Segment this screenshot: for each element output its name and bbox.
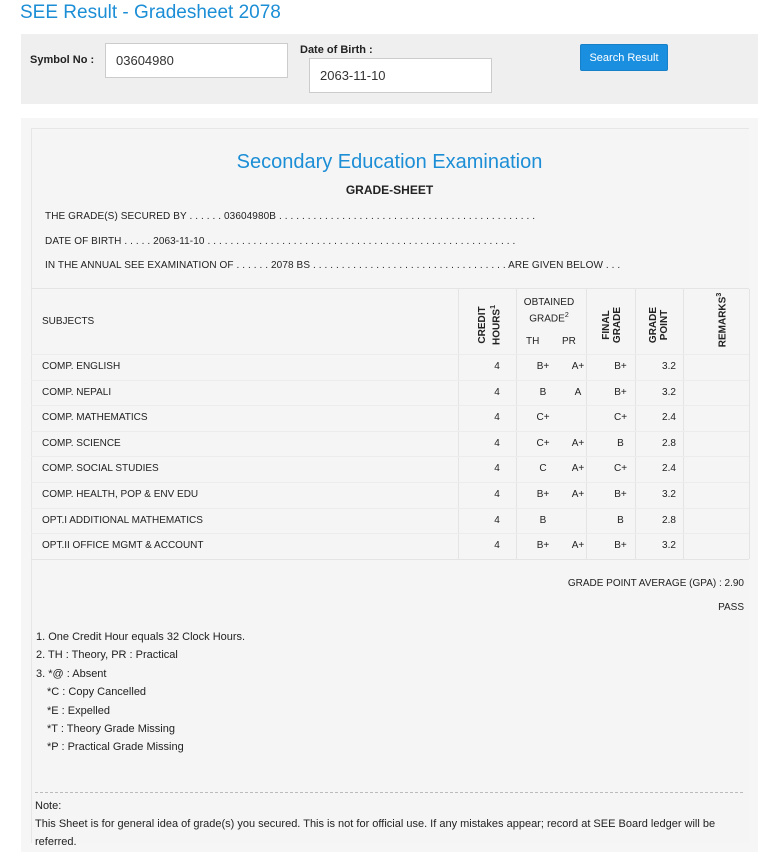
table-row [31,482,749,507]
remarks-header [714,290,729,350]
th-cell: B+ [536,489,550,500]
grade-point-cell: 3.2 [662,386,676,398]
credit-cell: 4 [494,412,500,424]
grade-point-cell: 2.8 [662,437,676,449]
table-row [31,405,749,430]
subject-cell: COMP. ENGLISH [42,361,121,372]
symbol-no-input[interactable] [105,43,288,78]
secured-by-line: THE GRADE(S) SECURED BY . . . . . . 03604980B . . . . . . . . . . . . . . . . . . . . . . . . . . . . . . . . . . . . . . . . . . . . . [45,211,536,222]
row-divider [31,354,749,355]
th-header: TH [526,336,540,347]
footnote-2: 2. TH : Theory, PR : Practical [36,649,178,662]
grade-point-cell: 3.2 [662,489,676,500]
exam-line: IN THE ANNUAL SEE EXAMINATION OF . . . . . . 2078 BS . . . . . . . . . . . . . . . . . . . . . . . . . . . . . . . . . . ARE GIVEN BELOW . . . [45,260,621,271]
row-divider [31,405,749,406]
subject-cell: COMP. SOCIAL STUDIES [42,463,159,475]
page-title: SEE Result - Gradesheet 2078 [20,2,281,23]
table-row [31,533,749,558]
result-status: PASS [718,602,744,613]
th-cell: B [539,514,547,526]
note-text: This Sheet is for general idea of grade(s) you secured. This is not for official use. If any mistakes appear; record at SEE Board ledger will be referred. [35,818,716,848]
pr-header: PR [562,336,576,347]
th-cell: B [539,386,547,398]
table-row [31,354,749,379]
obtained-grade-header [516,296,582,325]
credit-cell: 4 [494,463,500,475]
pr-cell: A+ [571,489,585,500]
final-grade-cell: B+ [614,361,627,372]
grade-point-cell: 2.4 [662,412,676,424]
credit-cell: 4 [494,489,500,500]
row-divider [31,380,749,381]
credit-cell: 4 [494,361,500,372]
footnote-1: 1. One Credit Hour equals 32 Clock Hours. [36,631,246,643]
pr-cell: A+ [571,540,585,552]
dob-label: Date of Birth : [300,44,373,56]
note-title: Note: [35,800,62,812]
subject-cell: COMP. MATHEMATICS [42,412,148,424]
remarks-sup: 3 [716,292,723,297]
row-divider [31,431,749,432]
subject-cell: COMP. HEALTH, POP & ENV EDU [42,489,199,500]
th-cell: C+ [536,412,550,424]
grade-point-header: GRADE POINT [648,306,670,344]
remarks-header-text: REMARKS [717,296,729,348]
th-cell: C+ [536,437,550,449]
table-row [31,380,749,405]
subject-cell: OPT.II OFFICE MGMT & ACCOUNT [42,540,204,552]
final-grade-cell: C+ [613,412,628,424]
credit-cell: 4 [494,540,500,552]
final-grade-cell: B [617,514,624,526]
header-top-divider [31,288,749,289]
table-row [31,508,749,533]
obtained-grade-header-text: OBTAINED GRADE [523,297,575,325]
th-cell: B+ [536,540,550,552]
final-grade-cell: B [617,437,624,449]
final-grade-cell: B+ [614,489,627,500]
final-grade-cell: B+ [614,540,627,552]
credit-cell: 4 [494,386,500,398]
subject-cell: OPT.I ADDITIONAL MATHEMATICS [42,514,203,526]
exam-title: Secondary Education Examination [236,151,543,173]
dob-line: DATE OF BIRTH . . . . . 2063-11-10 . . . . . . . . . . . . . . . . . . . . . . . . . . . . . . . . . . . . . . . . . . . . . . . . . . . . . . [45,236,516,247]
search-panel [21,34,758,104]
row-divider [31,533,749,534]
pr-cell: A+ [571,463,585,475]
dob-input[interactable] [309,58,492,93]
obtained-grade-sup: 2 [564,312,569,319]
th-cell: B+ [536,361,550,372]
table-row [31,431,749,456]
footnote-3a: *C : Copy Cancelled [47,686,147,699]
symbol-no-label: Symbol No : [30,54,95,66]
search-result-button[interactable]: Search Result [580,44,668,71]
pr-cell: A [574,386,582,398]
pr-cell: A+ [571,361,585,372]
grade-point-cell: 2.8 [662,514,676,526]
grade-point-cell: 3.2 [662,540,676,552]
credit-cell: 4 [494,514,500,526]
grade-point-cell: 2.4 [662,463,676,475]
th-cell: C [539,463,547,475]
footnote-3c: *T : Theory Grade Missing [47,723,175,736]
credit-hours-sup: 1 [490,304,497,309]
row-divider [31,508,749,509]
final-grade-cell: C+ [613,463,628,475]
final-grade-header: FINAL GRADE [601,306,623,344]
credit-cell: 4 [494,437,500,449]
subjects-header: SUBJECTS [42,316,95,327]
gpa-summary: GRADE POINT AVERAGE (GPA) : 2.90 [567,578,744,589]
footnote-3d: *P : Practical Grade Missing [47,741,184,754]
footnotes [36,628,245,757]
subject-cell: COMP. SCIENCE [42,437,121,449]
note-box [35,792,743,851]
table-bottom-divider [31,559,749,560]
grade-sheet-title: GRADE-SHEET [345,183,434,197]
row-divider [31,456,749,457]
grade-sheet [21,118,758,852]
table-row [31,456,749,481]
subject-cell: COMP. NEPALI [42,386,112,398]
credit-hours-header-text: CREDIT HOURS [477,306,503,346]
credit-hours-header [477,297,501,353]
column-divider [749,289,750,559]
row-divider [31,482,749,483]
final-grade-cell: B+ [614,386,627,398]
pr-cell: A+ [571,437,585,449]
footnote-3: 3. *@ : Absent [36,667,107,680]
grade-point-cell: 3.2 [662,361,676,372]
footnote-3b: *E : Expelled [47,704,110,717]
